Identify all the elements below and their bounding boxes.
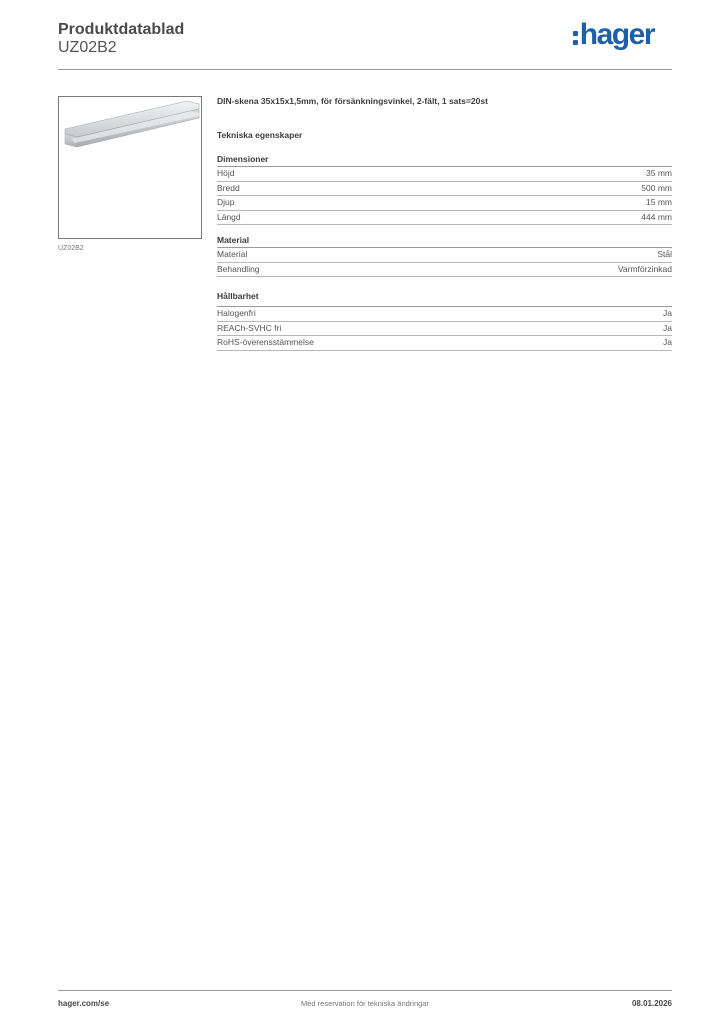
sustainability-section <box>217 291 672 351</box>
row-label: Djup <box>217 197 235 207</box>
row-label: Halogenfri <box>217 308 256 318</box>
row-value: 444 mm <box>641 211 672 222</box>
section-title: Dimensioner <box>217 154 672 167</box>
row-value: 15 mm <box>646 197 672 207</box>
row-value: Ja <box>663 322 672 333</box>
table-row <box>217 263 672 278</box>
row-value: Ja <box>663 308 672 318</box>
table-row <box>217 167 672 182</box>
product-details <box>217 96 672 351</box>
table-row <box>217 336 672 351</box>
image-caption: UZ02B2 <box>58 245 84 252</box>
row-value: Varmförzinkad <box>617 263 672 274</box>
section-title: Material <box>217 235 672 248</box>
logo-text: hager <box>579 18 654 51</box>
technical-properties-heading: Tekniska egenskaper <box>217 130 303 140</box>
row-label: REACh-SVHC fri <box>217 322 282 333</box>
table-row <box>217 182 672 197</box>
row-value: 35 mm <box>646 168 672 178</box>
dimensions-section <box>217 154 672 225</box>
product-image <box>58 96 202 239</box>
page-title: Produktdatablad <box>58 21 185 38</box>
logo-dots-icon <box>573 31 578 45</box>
row-value: 500 mm <box>641 182 672 193</box>
row-label: Höjd <box>217 168 235 178</box>
row-label: RoHS-överensstämmelse <box>217 337 314 347</box>
material-section <box>217 235 672 277</box>
din-rail-image <box>59 97 201 238</box>
row-label: Bredd <box>217 182 240 193</box>
hager-logo <box>573 18 654 52</box>
sustainability-rows <box>217 306 672 351</box>
row-label: Material <box>217 249 248 259</box>
table-row <box>217 307 672 322</box>
table-row <box>217 248 672 263</box>
row-label: Längd <box>217 211 241 222</box>
page-footer <box>58 990 672 1013</box>
table-row <box>217 322 672 337</box>
table-row <box>217 211 672 226</box>
row-label: Behandling <box>217 263 260 274</box>
page-header <box>58 18 672 70</box>
product-description: DIN-skena 35x15x1,5mm, för försänkningsvinkel, 2-fält, 1 sats=20st <box>217 96 488 106</box>
row-value: Stål <box>657 249 672 259</box>
table-row <box>217 196 672 211</box>
document-date: 08.01.2026 <box>631 999 672 1008</box>
disclaimer-text: Med reservation för tekniska ändringar <box>301 999 429 1008</box>
website-link[interactable]: hager.com/se <box>58 999 110 1008</box>
product-code: UZ02B2 <box>58 39 117 56</box>
section-title: Hållbarhet <box>217 291 259 301</box>
row-value: Ja <box>663 337 672 347</box>
